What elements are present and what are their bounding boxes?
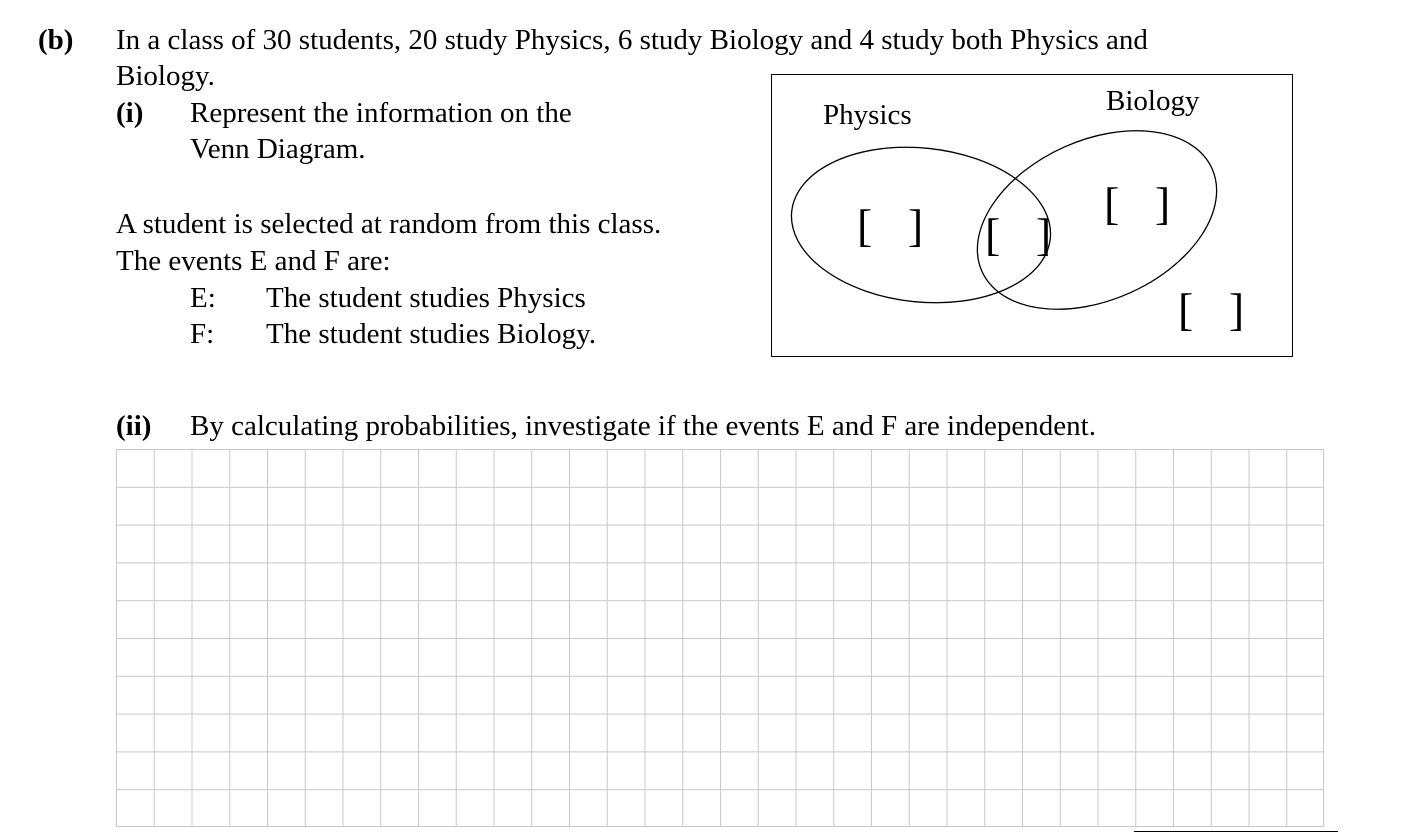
sub-question-ii-text: By calculating probabilities, investigate if the events E and F are independent.: [190, 410, 1096, 442]
intro-text-line1: In a class of 30 students, 20 study Physics, 6 study Biology and 4 study both Physics and: [116, 24, 1148, 56]
answer-line: [1134, 831, 1338, 832]
biology-set-label: Biology: [1106, 85, 1200, 117]
part-label: (b): [38, 24, 74, 56]
venn-diagram: [771, 74, 1293, 357]
sub-question-i-line2: Venn Diagram.: [190, 133, 366, 165]
selection-text-line1: A student is selected at random from this class.: [116, 208, 662, 240]
sub-question-i-line1: Represent the information on the: [190, 97, 572, 129]
event-f-key: F:: [190, 318, 215, 350]
event-e-key: E:: [190, 282, 216, 314]
answer-grid[interactable]: [116, 449, 1324, 827]
event-e-text: The student studies Physics: [266, 282, 586, 314]
sub-question-i-label: (i): [116, 97, 144, 129]
intersection-answer-slot[interactable]: [ ]: [985, 209, 1064, 260]
intro-text-line2: Biology.: [116, 60, 215, 92]
event-f-text: The student studies Biology.: [266, 318, 596, 350]
physics-only-answer-slot[interactable]: [ ]: [857, 200, 936, 251]
neither-answer-slot[interactable]: [ ]: [1178, 284, 1257, 335]
biology-only-answer-slot[interactable]: [ ]: [1104, 178, 1183, 229]
physics-set-label: Physics: [823, 99, 912, 131]
sub-question-ii-label: (ii): [116, 410, 152, 442]
selection-text-line2: The events E and F are:: [116, 245, 391, 277]
